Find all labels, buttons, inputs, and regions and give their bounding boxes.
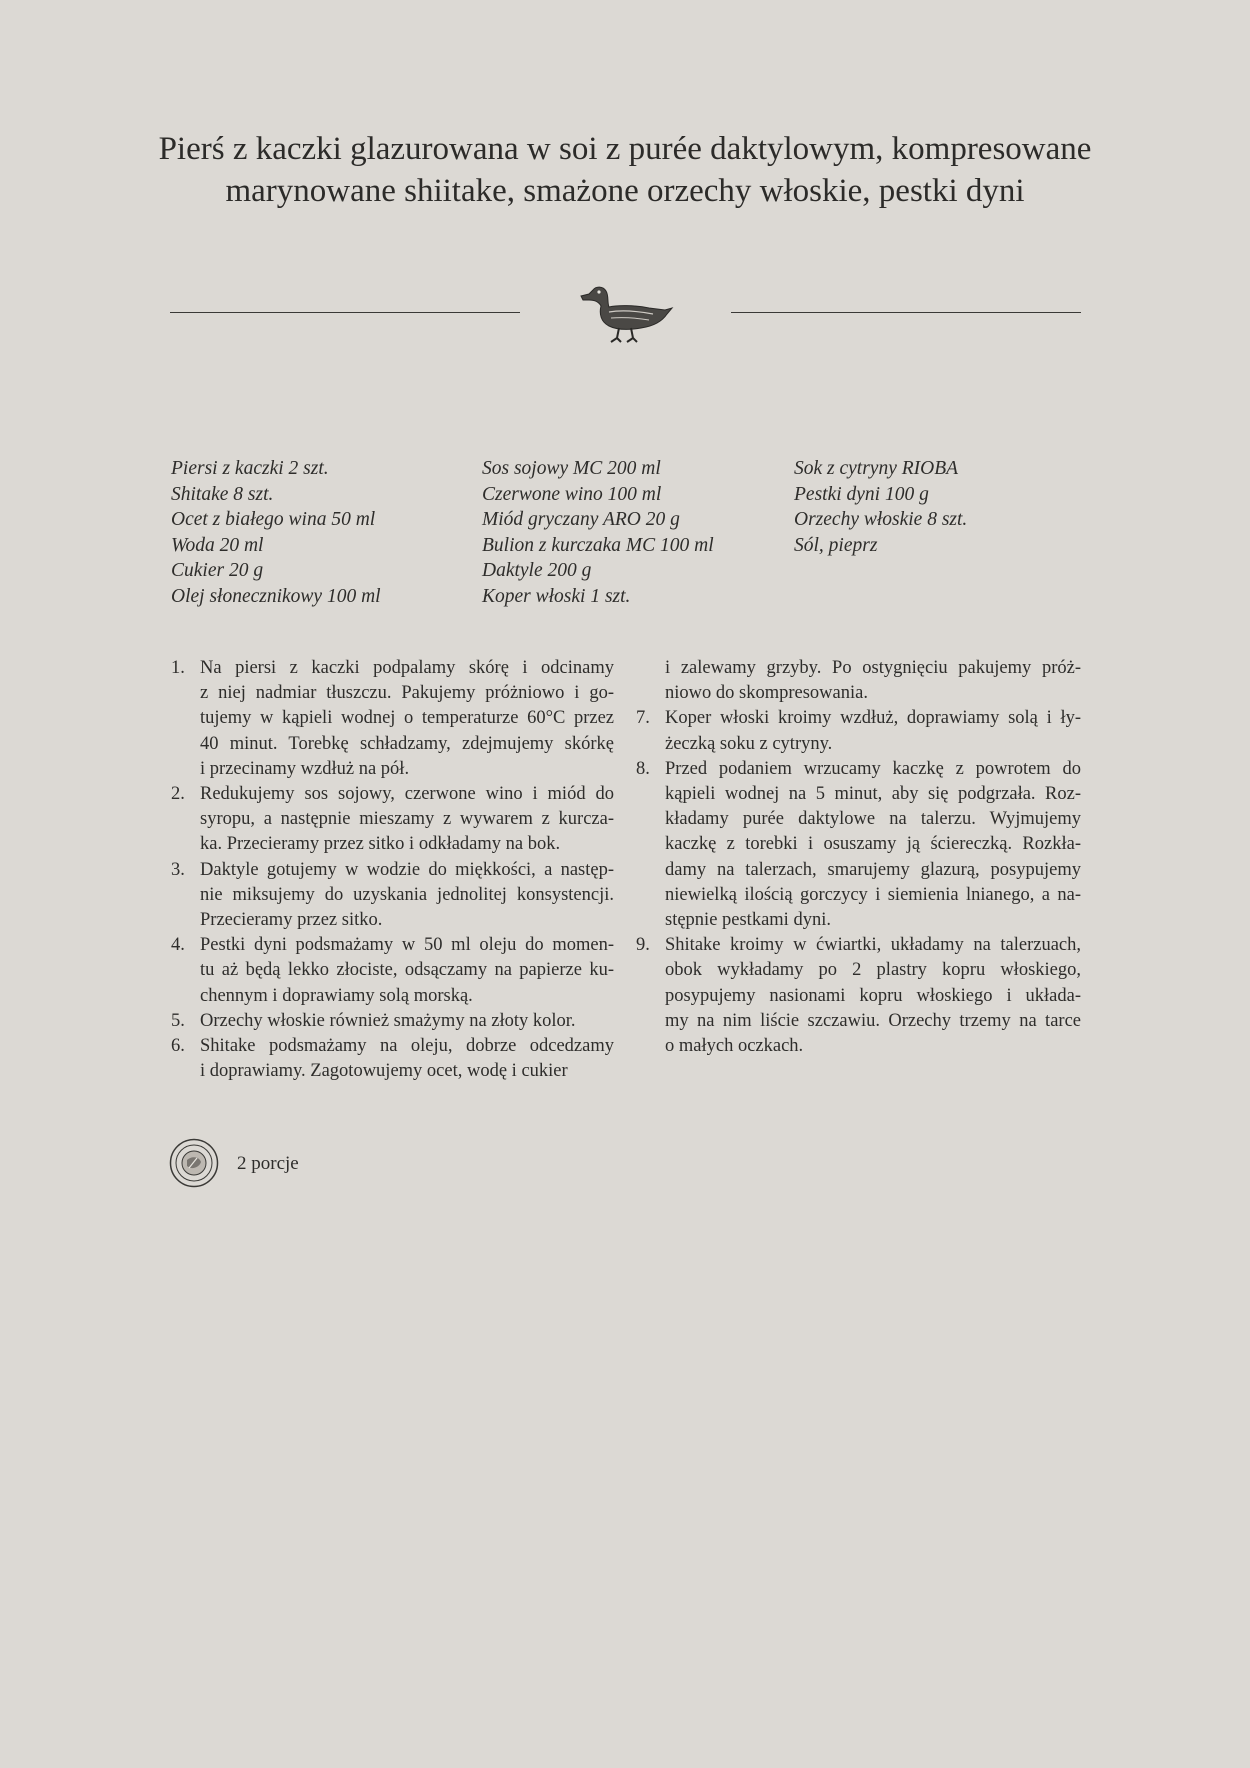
step-text-line: kąpieli wodnej na 5 minut, aby się podgrzała. Roz- — [665, 784, 1081, 805]
step-number: 8. — [636, 758, 650, 779]
ingredient-item: Ocet z białego wina 50 ml — [171, 509, 376, 531]
ingredient-item: Orzechy włoskie 8 szt. — [794, 509, 968, 531]
step-item — [171, 858, 614, 934]
step-text-line: Przed podaniem wrzucamy kaczkę z powrotem do — [665, 758, 1081, 779]
ingredients-column-3 — [794, 456, 967, 558]
ingredients-column-2 — [482, 456, 714, 610]
step-text-line: obok wykładamy po 2 plastry kopru włoskiego, — [665, 960, 1081, 981]
ingredient-item: Cukier 20 g — [171, 560, 264, 582]
divider-left — [170, 312, 520, 313]
step-number: 7. — [636, 708, 650, 729]
step-text-line: niowo do skompresowania. — [665, 683, 868, 704]
ingredient-item: Pestki dyni 100 g — [794, 483, 929, 505]
step-text-line: Shitake kroimy w ćwiartki, układamy na talerzuach, — [665, 935, 1081, 956]
step-text-line: nie miksujemy do uzyskania jednolitej konsystencji. — [200, 884, 614, 905]
step-item — [171, 656, 614, 782]
duck-illustration — [575, 272, 675, 350]
step-text-line: i przecinamy wzdłuż na pół. — [200, 758, 410, 779]
recipe-title — [80, 128, 1170, 212]
step-item — [171, 933, 614, 1009]
step-number: 1. — [171, 658, 185, 678]
step-number: 6. — [171, 1036, 185, 1057]
ingredients-column-1 — [171, 456, 381, 610]
step-item — [636, 757, 1081, 933]
step-text-line: niewielką ilością gorczycy i siemienia lnianego, a na- — [665, 884, 1081, 905]
step-text-line: i zalewamy grzyby. Po ostygnięciu pakujemy próż- — [665, 658, 1081, 678]
step-text-line: damy na talerzach, smarujemy glazurą, posypujemy — [665, 859, 1081, 880]
plate-icon — [169, 1138, 219, 1188]
step-text-line: Koper włoski kroimy wzdłuż, doprawiamy solą i ły- — [665, 708, 1081, 729]
servings-label: 2 porcje — [237, 1153, 299, 1174]
step-text-line: 40 minut. Torebkę schładzamy, zdejmujemy skórkę — [200, 733, 614, 754]
title-line-1: Pierś z kaczki glazurowana w soi z purée daktylowym, kompresowane — [158, 131, 1092, 167]
ingredient-item: Piersi z kaczki 2 szt. — [171, 458, 329, 479]
step-item — [171, 1034, 614, 1084]
step-text-line: my na nim liście szczawiu. Orzechy trzemy na tarce — [665, 1010, 1081, 1031]
step-item — [636, 706, 1081, 756]
step-number: 3. — [171, 859, 185, 880]
step-number: 5. — [171, 1010, 185, 1031]
step-text-line: Pestki dyni podsmażamy w 50 ml oleju do momen- — [200, 935, 614, 956]
step-text-line: kładamy purée daktylowe na talerzu. Wyjmujemy — [665, 809, 1081, 830]
step-number: 4. — [171, 935, 185, 956]
step-text-line: Redukujemy sos sojowy, czerwone wino i miód do — [200, 784, 614, 805]
step-text-line: żeczką soku z cytryny. — [665, 733, 833, 754]
step-number: 2. — [171, 784, 185, 805]
step-item — [171, 1009, 614, 1034]
ingredient-item: Shitake 8 szt. — [171, 483, 274, 505]
step-text-line: syropu, a następnie mieszamy z wywarem z kurcza- — [200, 809, 614, 830]
ingredient-item: Daktyle 200 g — [482, 560, 592, 582]
ingredient-item: Sos sojowy MC 200 ml — [482, 458, 661, 479]
steps-column-2 — [636, 656, 1081, 1059]
step-text-line: Shitake podsmażamy na oleju, dobrze odcedzamy — [200, 1036, 614, 1057]
ingredient-item: Czerwone wino 100 ml — [482, 483, 662, 505]
step-text-line: o małych oczkach. — [665, 1036, 804, 1057]
step-text-line: tujemy w kąpieli wodnej o temperaturze 60°C przez — [200, 708, 614, 729]
ingredient-item: Olej słonecznikowy 100 ml — [171, 585, 381, 607]
step-text-line: ka. Przecieramy przez sitko i odkładamy na bok. — [200, 834, 561, 855]
ingredient-item: Bulion z kurczaka MC 100 ml — [482, 534, 714, 556]
step-text-line: z niej nadmiar tłuszczu. Pakujemy próżniowo i go- — [200, 683, 614, 704]
ingredient-item: Miód gryczany ARO 20 g — [482, 509, 680, 531]
step-text-line: Na piersi z kaczki podpalamy skórę i odcinamy — [200, 658, 614, 678]
step-text-line: kaczkę z torebki i osuszamy ją ściereczką. Rozkła- — [665, 834, 1081, 855]
step-text-line: tu aż będą lekko złociste, odsączamy na papierze ku- — [200, 960, 614, 981]
step-text-line: i doprawiamy. Zagotowujemy ocet, wodę i cukier — [200, 1061, 568, 1082]
step-text-line: Orzechy włoskie również smażymy na złoty kolor. — [200, 1010, 576, 1031]
step-number: 9. — [636, 935, 650, 956]
ingredient-item: Koper włoski 1 szt. — [482, 585, 631, 607]
step-text-line: stępnie pestkami dyni. — [665, 910, 831, 931]
step-text-line: chennym i doprawiamy solą morską. — [200, 985, 473, 1006]
divider-right — [731, 312, 1081, 313]
title-line-2: marynowane shiitake, smażone orzechy włoskie, pestki dyni — [225, 173, 1025, 209]
ingredient-item: Sok z cytryny RIOBA — [794, 458, 959, 479]
step-item — [171, 782, 614, 858]
step-text-line: posypujemy nasionami kopru włoskiego i układa- — [665, 985, 1081, 1006]
ingredient-item: Woda 20 ml — [171, 534, 264, 556]
step-item — [636, 933, 1081, 1059]
steps-column-1 — [171, 656, 614, 1084]
ingredient-item: Sól, pieprz — [794, 534, 878, 556]
step-item — [636, 656, 1081, 706]
step-text-line: Daktyle gotujemy w wodzie do miękkości, a następ- — [200, 859, 614, 880]
step-text-line: Przecieramy przez sitko. — [200, 910, 383, 931]
